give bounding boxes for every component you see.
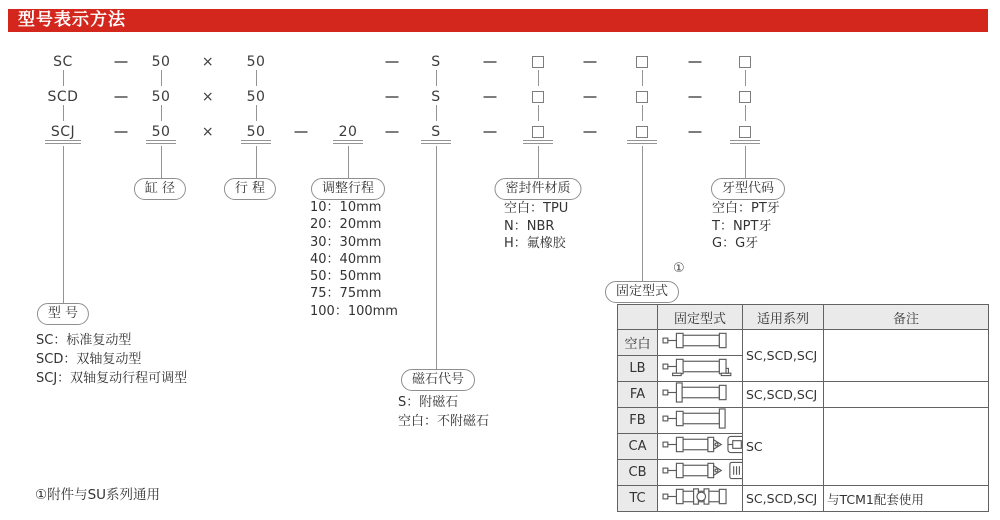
option-item: 50：50mm — [310, 269, 382, 285]
label-bore: 缸 径 — [134, 178, 186, 200]
section-title-bar — [8, 9, 988, 32]
options-list-thread — [712, 200, 780, 253]
underline — [730, 140, 760, 141]
underline — [523, 140, 553, 141]
option-box-icon — [532, 56, 544, 68]
mount-code-cell: FB — [618, 408, 658, 434]
mount-code-cell: 空白 — [618, 330, 658, 356]
underline — [146, 140, 176, 141]
footnote: ①附件与SU系列通用 — [35, 487, 161, 503]
dash-separator — [386, 61, 399, 63]
table-row — [618, 382, 989, 408]
code-token: 50 — [246, 54, 266, 70]
option-item: 75：75mm — [310, 286, 382, 302]
options-list-model — [36, 331, 187, 388]
series-cell: SC — [743, 408, 824, 486]
option-item: N：NBR — [504, 218, 555, 234]
code-token: 50 — [246, 89, 266, 105]
remark-cell — [824, 408, 989, 486]
label-mount: 固定型式 — [605, 281, 679, 303]
dash-separator — [484, 61, 497, 63]
dash-separator — [584, 131, 597, 133]
table-header-2: 适用系列 — [743, 305, 824, 330]
code-token: × — [201, 54, 215, 70]
mount-icon-cell — [658, 460, 743, 486]
connector-line — [436, 146, 437, 369]
dash-separator — [584, 61, 597, 63]
connector-line — [436, 70, 437, 86]
code-token: 20 — [338, 124, 358, 140]
connector-line — [538, 146, 539, 178]
connector-line — [745, 105, 746, 121]
option-box-icon — [636, 56, 648, 68]
option-item: S：附磁石 — [398, 395, 459, 410]
option-item: SCJ：双轴复动行程可调型 — [36, 371, 188, 386]
cylinder-basic-icon — [658, 330, 743, 351]
code-token: 50 — [151, 54, 171, 70]
dash-separator — [115, 61, 128, 63]
underline — [627, 143, 657, 144]
label-stroke: 行 程 — [224, 178, 276, 200]
code-token: S — [431, 54, 441, 70]
underline — [730, 143, 760, 144]
option-item: H：氟橡胶 — [504, 236, 566, 251]
label-seal: 密封件材质 — [494, 178, 581, 200]
option-item: 空白：PT牙 — [712, 201, 780, 216]
label-adjust: 调整行程 — [311, 178, 385, 200]
option-box-icon — [636, 126, 648, 138]
options-list-magnet — [398, 394, 489, 431]
connector-line — [161, 146, 162, 178]
page-title: 型号表示方法 — [18, 10, 126, 30]
mount-code-cell: CB — [618, 460, 658, 486]
model-code: SC — [53, 54, 73, 70]
option-item: 100：100mm — [310, 303, 398, 319]
underline — [45, 140, 81, 141]
mount-icon-cell — [658, 408, 743, 434]
connector-line — [63, 146, 64, 303]
option-item: SC：标准复动型 — [36, 333, 132, 348]
mount-code-cell: TC — [618, 486, 658, 512]
model-code: SCJ — [50, 124, 76, 140]
cylinder-trunnion-icon — [658, 486, 743, 507]
connector-line — [642, 70, 643, 86]
connector-line — [745, 70, 746, 86]
dash-separator — [484, 131, 497, 133]
options-list-seal — [504, 200, 568, 253]
mount-icon-cell — [658, 434, 743, 460]
mount-code-cell: FA — [618, 382, 658, 408]
table-header-3: 备注 — [824, 305, 989, 330]
mount-icon-cell — [658, 486, 743, 512]
mount-icon-cell — [658, 356, 743, 382]
cylinder-foot-mount-icon — [658, 356, 743, 377]
underline — [421, 143, 451, 144]
cylinder-rear-flange-icon — [658, 408, 743, 429]
dash-separator — [386, 96, 399, 98]
series-cell: SC,SCD,SCJ — [743, 330, 824, 382]
underline — [421, 140, 451, 141]
series-cell: SC,SCD,SCJ — [743, 486, 824, 512]
label-model: 型 号 — [37, 303, 89, 325]
ref-mark-circled-1: ① — [673, 261, 685, 276]
option-box-icon — [739, 91, 751, 103]
option-item: G：G牙 — [712, 236, 759, 251]
mount-code-cell: CA — [618, 434, 658, 460]
connector-line — [348, 146, 349, 178]
connector-line — [642, 105, 643, 121]
label-thread: 牙型代码 — [711, 178, 785, 200]
connector-line — [63, 105, 64, 121]
table-row — [618, 330, 989, 356]
underline — [241, 140, 271, 141]
underline — [241, 143, 271, 144]
mounting-table — [617, 304, 989, 512]
option-item: T：NPT牙 — [712, 218, 772, 234]
cylinder-front-flange-icon — [658, 382, 743, 403]
connector-line — [161, 105, 162, 121]
cylinder-clevis-b-icon — [658, 460, 743, 481]
table-row — [618, 486, 989, 512]
code-token: × — [201, 89, 215, 105]
mounting-style-table — [617, 304, 988, 512]
code-token: 50 — [151, 89, 171, 105]
code-token: × — [201, 124, 215, 140]
remark-cell — [824, 382, 989, 408]
mount-code-cell: LB — [618, 356, 658, 382]
connector-line — [642, 146, 643, 281]
dash-separator — [689, 96, 702, 98]
table-header-1: 固定型式 — [658, 305, 743, 330]
connector-line — [256, 105, 257, 121]
option-item: 空白：TPU — [504, 201, 569, 216]
option-item: 10：10mm — [310, 200, 382, 215]
connector-line — [538, 105, 539, 121]
dash-separator — [584, 96, 597, 98]
option-box-icon — [532, 126, 544, 138]
option-item: 30：30mm — [310, 234, 382, 250]
option-item: SCD：双轴复动型 — [36, 352, 142, 367]
dash-separator — [484, 96, 497, 98]
code-token: S — [431, 89, 441, 105]
table-row — [618, 408, 989, 434]
connector-line — [63, 70, 64, 86]
code-token: S — [431, 124, 441, 140]
remark-cell: 与TCM1配套使用 — [824, 486, 989, 512]
underline — [146, 143, 176, 144]
cylinder-clevis-a-icon — [658, 434, 743, 455]
underline — [45, 143, 81, 144]
underline — [627, 140, 657, 141]
remark-cell — [824, 330, 989, 382]
code-token: 50 — [246, 124, 266, 140]
options-list-adjust — [310, 199, 398, 320]
option-box-icon — [739, 56, 751, 68]
connector-line — [436, 105, 437, 121]
connector-line — [256, 70, 257, 86]
label-magnet: 磁石代号 — [401, 369, 475, 391]
underline — [523, 143, 553, 144]
dash-separator — [689, 131, 702, 133]
model-code: SCD — [47, 89, 79, 105]
option-item: 40：40mm — [310, 251, 382, 267]
series-cell: SC,SCD,SCJ — [743, 382, 824, 408]
option-box-icon — [532, 91, 544, 103]
connector-line — [256, 146, 257, 178]
option-item: 空白：不附磁石 — [398, 413, 490, 429]
table-header-0 — [618, 305, 658, 330]
dash-separator — [115, 96, 128, 98]
code-token: 50 — [151, 124, 171, 140]
mount-icon-cell — [658, 382, 743, 408]
option-box-icon — [636, 91, 648, 103]
dash-separator — [386, 131, 399, 133]
connector-line — [745, 146, 746, 178]
connector-line — [538, 70, 539, 86]
dash-separator — [689, 61, 702, 63]
option-box-icon — [739, 126, 751, 138]
mount-icon-cell — [658, 330, 743, 356]
underline — [333, 143, 363, 144]
dash-separator — [115, 131, 128, 133]
underline — [333, 140, 363, 141]
dash-separator — [295, 131, 308, 133]
connector-line — [161, 70, 162, 86]
option-item: 20：20mm — [310, 217, 382, 233]
